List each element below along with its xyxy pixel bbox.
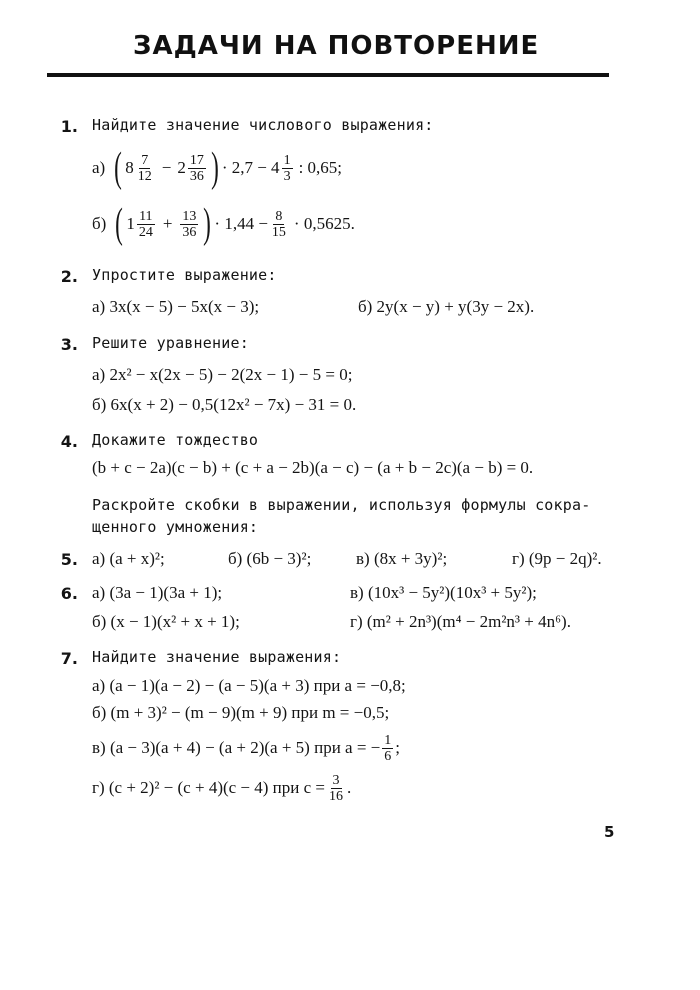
problem-number: 7.: [60, 649, 78, 668]
problem-1a: а) ( 8 $\frac{7}{12}$ − 2 $\frac{17}{36}$ ) · 2,7 − 4 $\frac{1}{3}$ : 0,65;: [92, 145, 343, 191]
problem-2a: а) 3x(x − 5) − 5x(x − 3);: [92, 297, 260, 316]
problem-6c: в) (10x³ − 5y²)(10x³ + 5y²);: [350, 583, 537, 602]
problem-prompt: Упростите выражение:: [92, 266, 277, 284]
problem-7d: г) (c + 2)² − (c + 4)(c − 4) при c = $\frac{3}{16}$ .: [92, 772, 352, 804]
fraction: $\frac{11}{24}$: [138, 208, 153, 240]
identity: (b + c − 2a)(c − b) + (c + a − 2b)(a − c) − (a + b − 2c)(a − b) = 0.: [92, 458, 534, 477]
problem-5b: б) (6b − 3)²;: [228, 549, 312, 568]
problem-prompt: Докажите тождество: [92, 431, 259, 449]
problem-number: 1.: [60, 117, 78, 136]
instruction-line-1: Раскройте скобки в выражении, используя формулы сокра-: [92, 496, 591, 514]
problem-number: 2.: [60, 267, 78, 286]
problem-number: 5.: [60, 550, 78, 569]
problem-prompt: Найдите значение выражения:: [92, 648, 342, 666]
fraction: $\frac{17}{36}$: [189, 152, 204, 184]
title-rule: [47, 73, 609, 77]
problem-number: 6.: [60, 584, 78, 603]
problem-3a: а) 2x² − x(2x − 5) − 2(2x − 1) − 5 = 0;: [92, 365, 353, 384]
problem-prompt: Найдите значение числового выражения:: [92, 116, 434, 134]
fraction: $\frac{7}{12}$: [137, 152, 152, 184]
problem-3b: б) 6x(x + 2) − 0,5(12x² − 7x) − 31 = 0.: [92, 395, 357, 414]
problem-7b: б) (m + 3)² − (m − 9)(m + 9) при m = −0,5;: [92, 703, 390, 722]
fraction: $\frac{1}{3}$: [283, 152, 291, 184]
problem-6d: г) (m² + 2n³)(m⁴ − 2m²n³ + 4n⁶).: [350, 612, 571, 631]
problem-7a: а) (a − 1)(a − 2) − (a − 5)(a + 3) при a = −0,8;: [92, 676, 406, 695]
problem-1b: б) ( 1 $\frac{11}{24}$ + $\frac{13}{36}$ ) · 1,44 − $\frac{8}{15}$ · 0,5625.: [92, 201, 355, 247]
fraction: $\frac{13}{36}$: [182, 208, 197, 240]
problem-6b: б) (x − 1)(x² + x + 1);: [92, 612, 240, 631]
problem-5a: а) (a + x)²;: [92, 549, 165, 568]
fraction: $\frac{8}{15}$: [271, 208, 286, 240]
problem-5c: в) (8x + 3y)²;: [356, 549, 448, 568]
page-title: ЗАДАЧИ НА ПОВТОРЕНИЕ: [133, 31, 540, 61]
problem-prompt: Решите уравнение:: [92, 334, 249, 352]
fraction: $\frac{3}{16}$: [329, 772, 344, 804]
problem-7c: в) (a − 3)(a + 4) − (a + 2)(a + 5) при a = − $\frac{1}{6}$ ;: [92, 732, 400, 764]
problem-2b: б) 2y(x − y) + y(3y − 2x).: [358, 297, 535, 316]
fraction: $\frac{1}{6}$: [384, 732, 392, 764]
problem-5d: г) (9p − 2q)².: [512, 549, 602, 568]
instruction-line-2: щенного умножения:: [92, 518, 259, 536]
problem-number: 4.: [60, 432, 78, 451]
problem-number: 3.: [60, 335, 78, 354]
problem-6a: а) (3a − 1)(3a + 1);: [92, 583, 223, 602]
page-number: 5: [604, 823, 615, 841]
